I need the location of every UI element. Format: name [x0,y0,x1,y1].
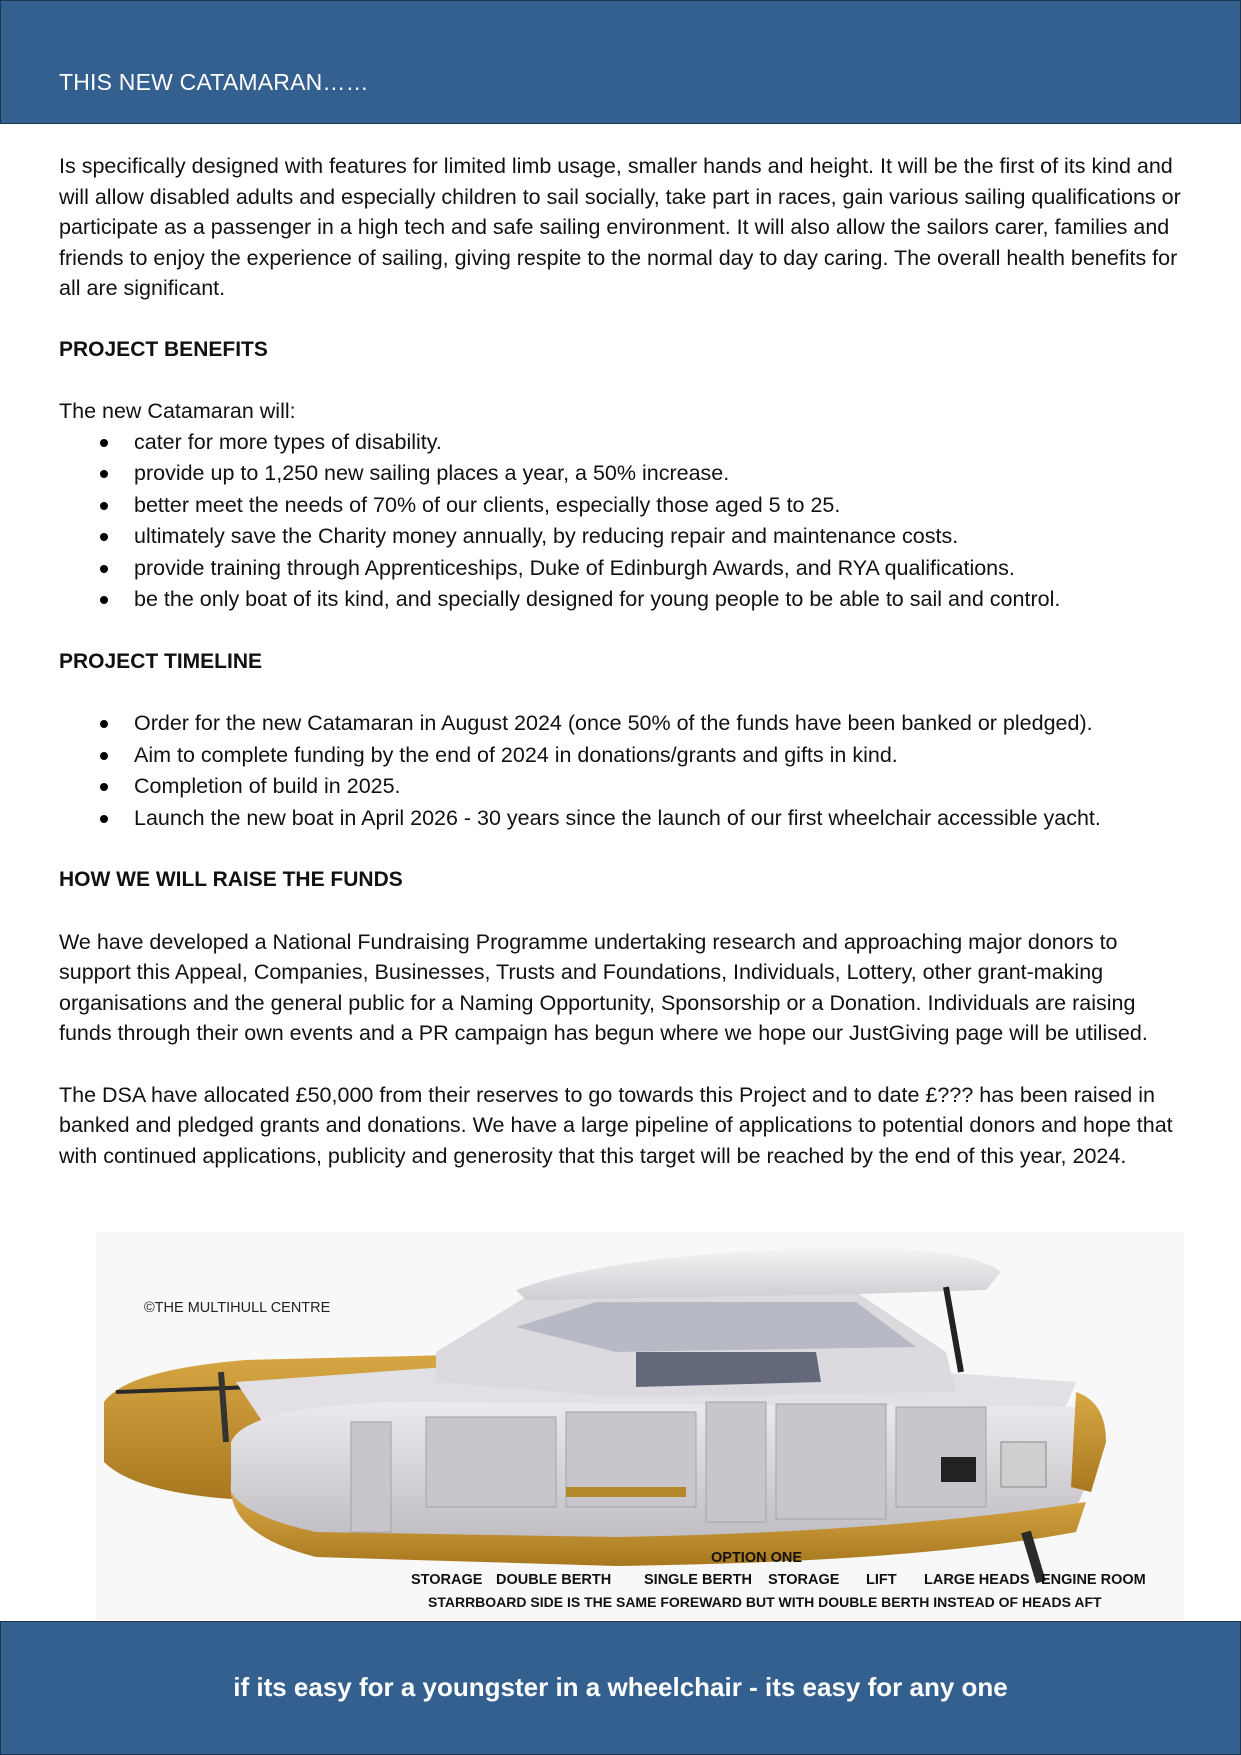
label-lift: LIFT [866,1572,897,1588]
label-storage: STORAGE [411,1572,483,1588]
list-item: Launch the new boat in April 2026 - 30 years since the launch of our first wheelchair accessible yacht. [134,803,1189,835]
header-band [0,0,1241,124]
footer-slogan: if its easy for a youngster in a wheelchair - its easy for any one [233,1672,1008,1702]
option-title: OPTION ONE [711,1550,803,1566]
starboard-note: STARRBOARD SIDE IS THE SAME FOREWARD BUT WITH DOUBLE BERTH INSTEAD OF HEADS AFT [428,1594,1102,1610]
page-title: THIS NEW CATAMARAN…… [59,69,369,95]
funds-heading: HOW WE WILL RAISE THE FUNDS [59,868,403,891]
list-item: provide training through Apprenticeships, Duke of Edinburgh Awards, and RYA qualifications. [134,553,1189,585]
list-item: be the only boat of its kind, and specially designed for young people to be able to sail and control. [134,584,1189,616]
image-credit: ©THE MULTIHULL CENTRE [144,1300,331,1316]
label-single-berth: SINGLE BERTH [644,1572,752,1588]
footer-band [0,1621,1241,1755]
intro-paragraph: Is specifically designed with features for limited limb usage, smaller hands and height. It will be the first of its kind and will allow disabled adults and especially children to sail socially, take part in races, gain various sailing qualifications or participate as a passenger in a high tech and safe sailing environment. It will also allow the sailors carer, families and friends to enjoy the experience of sailing, giving respite to the normal day to day caring. The overall health benefits for all are significant. [59,154,1181,300]
hardtop-roof [516,1247,1001,1300]
catamaran-illustration [96,1232,1184,1620]
list-item: provide up to 1,250 new sailing places a year, a 50% increase. [134,458,1189,490]
funds-paragraph: We have developed a National Fundraising Programme undertaking research and approaching major donors to support this Appeal, Companies, Businesses, Trusts and Foundations, Individuals, Lottery, other grant-making organisations and the general public for a Naming Opportunity, Sponsorship or a Donation. Individuals are raising funds through their own events and a PR campaign has begun where we hope our JustGiving page will be utilised. [59,929,1148,1045]
list-item: Completion of build in 2025. [134,771,1189,803]
list-item: cater for more types of disability. [134,427,1189,459]
list-item: ultimately save the Charity money annually, by reducing repair and maintenance costs. [134,521,1189,553]
label-engine-room: ENGINE ROOM [1041,1572,1146,1588]
list-item: Aim to complete funding by the end of 2024 in donations/grants and gifts in kind. [134,740,1189,772]
list-item: better meet the needs of 70% of our clients, especially those aged 5 to 25. [134,490,1189,522]
funds-paragraph: The DSA have allocated £50,000 from their reserves to go towards this Project and to date £??? has been raised in banked and pledged grants and donations. We have a large pipeline of applications to potential donors and hope that with continued applications, publicity and generosity that this target will be reached by the end of this year, 2024. [59,1082,1173,1168]
benefits-heading: PROJECT BENEFITS [59,337,268,361]
benefits-list [59,427,1189,616]
main-content [59,151,1189,1171]
list-item: Order for the new Catamaran in August 2024 (once 50% of the funds have been banked or pledged). [134,708,1189,740]
catamaran-figure [96,1232,1184,1620]
label-double-berth: DOUBLE BERTH [496,1572,612,1588]
label-storage-2: STORAGE [768,1572,840,1588]
timeline-list [59,708,1189,834]
layout-labels [411,1572,1184,1592]
timeline-heading: PROJECT TIMELINE [59,649,263,673]
benefits-lead: The new Catamaran will: [59,399,296,423]
label-large-heads: LARGE HEADS [924,1572,1030,1588]
